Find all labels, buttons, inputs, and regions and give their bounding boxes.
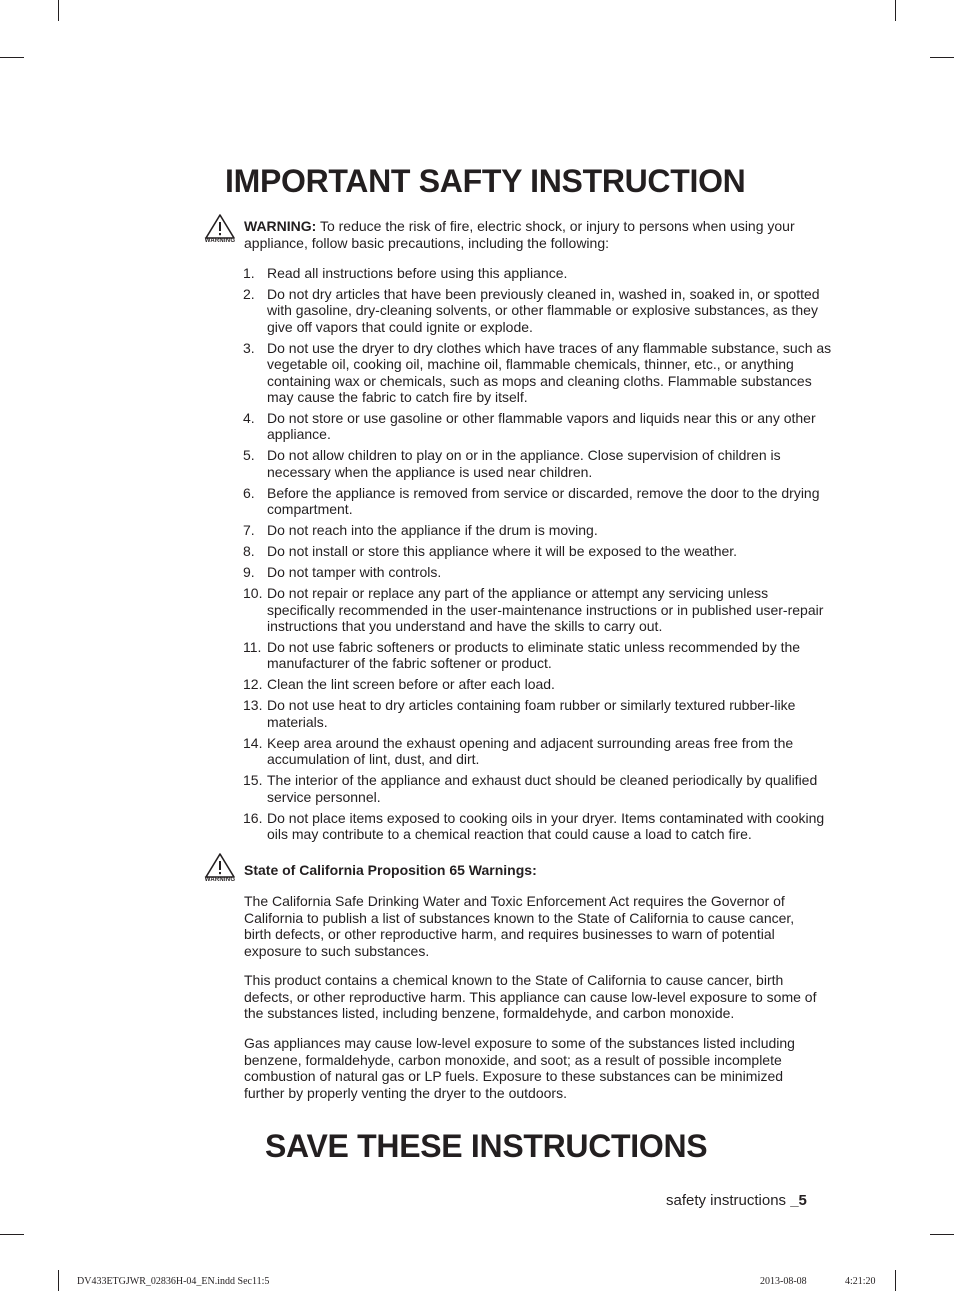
item-number: 16. (243, 809, 263, 826)
list-item (243, 585, 833, 634)
item-number: 14. (243, 734, 263, 751)
item-number: 4. (243, 410, 255, 427)
footer-section-label: safety instructions (666, 1192, 791, 1209)
list-item (243, 265, 833, 281)
page-number: _5 (790, 1192, 807, 1209)
warning-icon-label: WARNING (204, 238, 236, 244)
prop65-paragraph: The California Safe Drinking Water and Toxic Enforcement Act requires the Governor of California to publish a list of substances known to the State of California to cause cancer, birth defects, or other reproductive harm, and requires businesses to warn of potential exposure to such substances. (244, 893, 795, 959)
list-item (243, 447, 833, 480)
slug-time: 4:21:20 (845, 1276, 876, 1287)
item-text: Keep area around the exhaust opening and adjacent surrounding areas free from the accumulation of lint, dust, and dirt. (267, 734, 794, 768)
list-item (243, 564, 833, 580)
item-text: The interior of the appliance and exhaust duct should be cleaned periodically by qualified service personnel. (267, 772, 818, 805)
list-item (243, 522, 833, 538)
item-text: Read all instructions before using this appliance. (267, 265, 568, 281)
item-number: 11. (243, 639, 262, 656)
page-footer (666, 1192, 807, 1209)
item-text: Do not install or store this appliance where it will be exposed to the weather. (267, 543, 738, 560)
item-number: 15. (243, 772, 263, 789)
crop-mark (895, 1270, 896, 1291)
list-item (243, 735, 833, 768)
instruction-list (243, 265, 833, 847)
item-text: Do not use the dryer to dry clothes which have traces of any flammable substance, such as vegetable oil, cooking oil, machine oil, flammable chemicals, thinner, etc., or anything containing wax or chemicals, such as mops and cleaning cloths. Flammable substances may cause the fabric to catch fire by itself. (267, 339, 832, 406)
crop-mark (930, 57, 954, 58)
item-number: 2. (243, 286, 255, 302)
warning-icon (203, 852, 237, 886)
crop-mark (58, 0, 59, 21)
list-item (243, 543, 833, 559)
item-text: Do not allow children to play on or in the appliance. Close supervision of children is necessary when the appliance is used near children. (267, 447, 781, 480)
item-number: 6. (243, 484, 255, 501)
warning-lead: WARNING: (244, 218, 317, 234)
page-title: IMPORTANT SAFTY INSTRUCTION (225, 163, 746, 199)
item-text: Do not use fabric softeners or products to eliminate static unless recommended by the manufacturer of the fabric softener or product. (267, 639, 801, 672)
item-number: 7. (243, 522, 255, 539)
prop65-heading: State of California Proposition 65 Warnings: (244, 862, 537, 878)
prop65-paragraph: This product contains a chemical known to the State of California to cause cancer, birth defects, or other reproductive harm. This appliance can cause low-level exposure to some of the substances listed, including benzene, formaldehyde, and carbon monoxide. (244, 972, 817, 1022)
slug-date: 2013-08-08 (760, 1276, 807, 1287)
item-text: Do not use heat to dry articles containing foam rubber or similarly textured rubber-like materials. (267, 697, 796, 730)
item-number: 9. (243, 564, 255, 581)
list-item (243, 639, 833, 672)
item-number: 8. (243, 543, 255, 560)
crop-mark (930, 1234, 954, 1235)
item-text: Do not reach into the appliance if the drum is moving. (267, 522, 598, 539)
item-text: Do not place items exposed to cooking oils in your dryer. Items contaminated with cooking oils may contribute to a chemical reaction that could cause a load to catch fire. (267, 809, 825, 843)
item-number: 5. (243, 447, 255, 464)
list-item (243, 340, 833, 406)
crop-mark (895, 0, 896, 21)
item-text: Before the appliance is removed from service or discarded, remove the door to the drying compartment. (267, 484, 820, 518)
crop-mark (0, 1234, 24, 1235)
item-text: Do not dry articles that have been previously cleaned in, washed in, soaked in, or spotted with gasoline, dry-cleaning solvents, or other flammable or explosive substances, as they give off vapors that could ignite or explode. (267, 286, 820, 335)
prop65-paragraph: Gas appliances may cause low-level exposure to some of the substances listed including benzene, formaldehyde, carbon monoxide, and soot; as a result of possible incomplete combustion of natural gas or LP fuels. Exposure to these substances can be minimized further by properly venting the dryer to the outdoors. (244, 1035, 795, 1101)
warning-text: To reduce the risk of fire, electric shock, or injury to persons when using your appliance, follow basic precautions, including the following: (244, 218, 795, 251)
item-text: Do not store or use gasoline or other flammable vapors and liquids near this or any other appliance. (267, 410, 816, 443)
warning-icon (203, 213, 237, 247)
list-item (243, 485, 833, 518)
item-text: Do not tamper with controls. (267, 564, 442, 581)
save-instructions-title: SAVE THESE INSTRUCTIONS (265, 1128, 708, 1164)
crop-mark (0, 57, 24, 58)
item-number: 12. (243, 676, 263, 693)
item-number: 10. (243, 585, 263, 602)
item-number: 13. (243, 697, 263, 714)
slug-filename: DV433ETGJWR_02836H-04_EN.indd Sec11:5 (77, 1276, 270, 1287)
list-item (243, 772, 833, 805)
crop-mark (58, 1270, 59, 1291)
item-text: Do not repair or replace any part of the appliance or attempt any servicing unless specifically recommended in the user-maintenance instructions or in published user-repair instructions that you understand and have the skills to carry out. (267, 585, 824, 635)
item-text: Clean the lint screen before or after each load. (267, 676, 555, 693)
item-number: 3. (243, 339, 255, 356)
list-item (243, 286, 833, 335)
list-item (243, 810, 833, 843)
item-number: 1. (243, 265, 255, 281)
list-item (243, 697, 833, 730)
warning-paragraph (244, 218, 824, 251)
list-item (243, 676, 833, 692)
warning-icon-label: WARNING (204, 877, 236, 883)
list-item (243, 410, 833, 443)
